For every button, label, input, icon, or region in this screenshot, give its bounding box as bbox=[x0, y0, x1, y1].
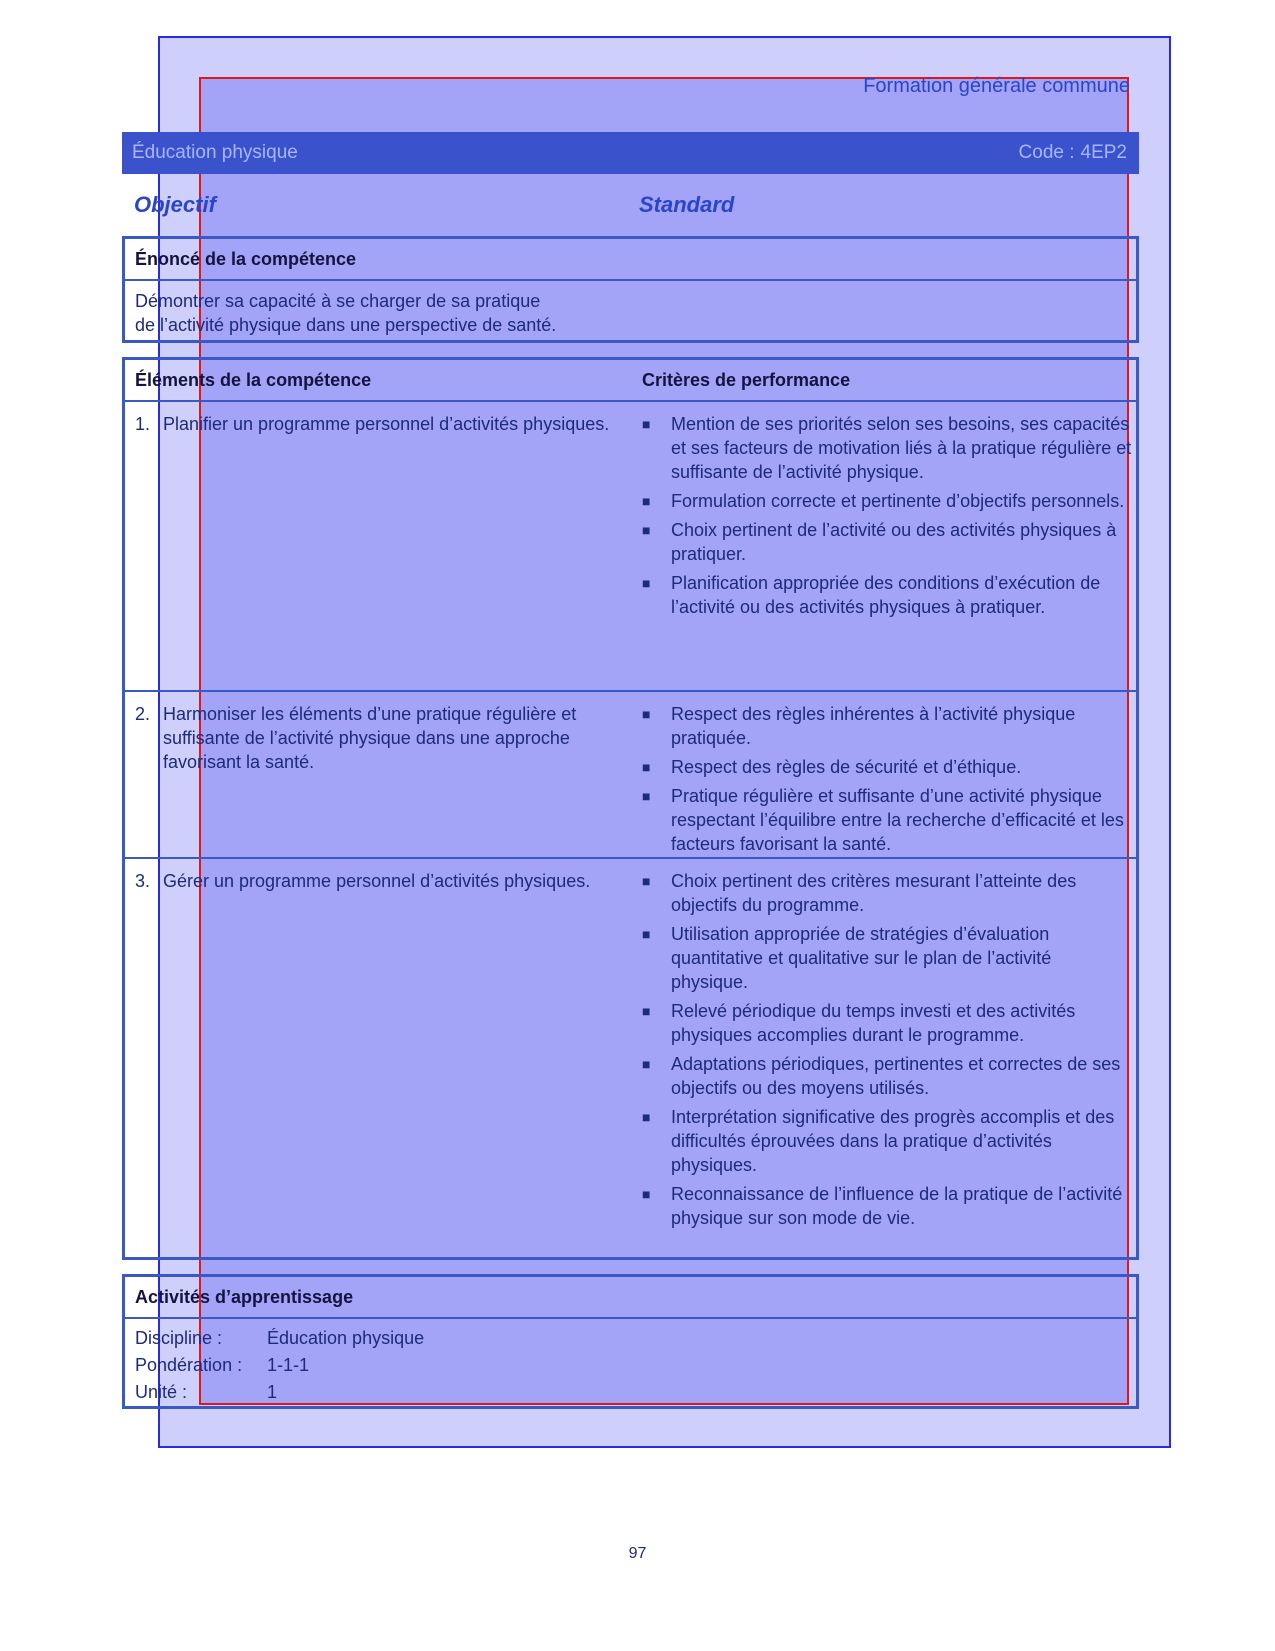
element-row-3 bbox=[125, 859, 1136, 1254]
criterion-text: Pratique régulière et suffisante d’une activité physique respectant l’équilibre entre la recherche d’efficacité et les facteurs favorisant la santé. bbox=[671, 786, 1124, 854]
competence-line: Démontrer sa capacité à se charger de sa pratique bbox=[135, 291, 541, 311]
ponderation-value: 1-1-1 bbox=[267, 1355, 310, 1375]
elements-heading: Éléments de la compétence bbox=[135, 369, 372, 390]
bullet-icon: ■ bbox=[642, 522, 651, 538]
criterion-text: Utilisation appropriée de stratégies d’évaluation quantitative et qualitative sur le plan de l’activité physique. bbox=[671, 924, 1052, 992]
bullet-icon: ■ bbox=[642, 926, 651, 942]
standard-label: Standard bbox=[639, 192, 735, 217]
course-subject: Éducation physique bbox=[132, 142, 298, 163]
criteria-heading: Critères de performance bbox=[642, 369, 851, 390]
element-description: Gérer un programme personnel d’activités physiques. bbox=[163, 871, 591, 891]
bullet-icon: ■ bbox=[642, 1003, 651, 1019]
criterion-text: Adaptations périodiques, pertinentes et correctes de ses objectifs ou des moyens utilisés. bbox=[671, 1054, 1121, 1098]
criteria-list bbox=[642, 869, 1132, 1235]
element-number: 1. bbox=[135, 414, 151, 434]
criterion-text: Respect des règles de sécurité et d’éthique. bbox=[671, 757, 1022, 777]
code-value: 4EP2 bbox=[1080, 142, 1127, 163]
objectif-label: Objectif bbox=[134, 192, 216, 217]
criterion-text: Formulation correcte et pertinente d’objectifs personnels. bbox=[671, 491, 1125, 511]
activities-heading: Activités d’apprentissage bbox=[125, 1277, 1136, 1319]
criterion-item bbox=[642, 702, 1132, 750]
element-description: Harmoniser les éléments d’une pratique régulière et suffisante de l’activité physique dans une approche favorisant la santé. bbox=[163, 704, 577, 772]
criterion-item bbox=[642, 784, 1132, 856]
criterion-text: Interprétation significative des progrès accomplis et des difficultés éprouvées dans la pratique d’activités physiques. bbox=[671, 1107, 1115, 1175]
unite-line bbox=[125, 1379, 1136, 1406]
criterion-text: Relevé périodique du temps investi et des activités physiques accomplies durant le programme. bbox=[671, 1001, 1076, 1045]
competence-box bbox=[122, 236, 1139, 343]
criterion-text: Choix pertinent de l’activité ou des activités physiques à pratiquer. bbox=[671, 520, 1117, 564]
element-text bbox=[135, 869, 625, 893]
element-row-1 bbox=[125, 402, 1136, 692]
criterion-text: Reconnaissance de l’influence de la pratique de l’activité physique sur son mode de vie. bbox=[671, 1184, 1123, 1228]
element-description: Planifier un programme personnel d’activités physiques. bbox=[163, 414, 610, 434]
criterion-text: Choix pertinent des critères mesurant l’atteinte des objectifs du programme. bbox=[671, 871, 1077, 915]
course-title-bar bbox=[122, 132, 1139, 174]
discipline-label: Discipline : bbox=[135, 1328, 223, 1348]
criterion-text: Respect des règles inhérentes à l’activité physique pratiquée. bbox=[671, 704, 1076, 748]
elements-heading-row bbox=[125, 360, 1136, 402]
criterion-item bbox=[642, 1182, 1132, 1230]
bullet-icon: ■ bbox=[642, 493, 651, 509]
criterion-item bbox=[642, 571, 1132, 619]
criterion-item bbox=[642, 999, 1132, 1047]
criterion-text: Mention de ses priorités selon ses besoins, ses capacités et ses facteurs de motivation liés à la pratique régulière et suffisante de l’activité physique. bbox=[671, 414, 1132, 482]
criterion-item bbox=[642, 518, 1132, 566]
element-row-2 bbox=[125, 692, 1136, 859]
bullet-icon: ■ bbox=[642, 1056, 651, 1072]
bullet-icon: ■ bbox=[642, 788, 651, 804]
element-text bbox=[135, 702, 625, 774]
bullet-icon: ■ bbox=[642, 1109, 651, 1125]
competence-statement bbox=[125, 281, 1136, 345]
element-text bbox=[135, 412, 625, 436]
bullet-icon: ■ bbox=[642, 575, 651, 591]
ponderation-label: Pondération : bbox=[135, 1355, 243, 1375]
element-number: 2. bbox=[135, 704, 151, 724]
criterion-item bbox=[642, 869, 1132, 917]
page-number: 97 bbox=[628, 1545, 647, 1562]
code-label: Code : bbox=[1018, 142, 1075, 163]
criterion-item bbox=[642, 922, 1132, 994]
course-code bbox=[1019, 142, 1127, 164]
criterion-item bbox=[642, 412, 1132, 484]
activities-box bbox=[122, 1274, 1139, 1409]
program-header: Formation générale commune bbox=[863, 75, 1130, 97]
bullet-icon: ■ bbox=[642, 706, 651, 722]
unite-value: 1 bbox=[267, 1382, 278, 1402]
discipline-value: Éducation physique bbox=[267, 1328, 425, 1348]
criterion-item bbox=[642, 1052, 1132, 1100]
bullet-icon: ■ bbox=[642, 1186, 651, 1202]
discipline-line bbox=[125, 1325, 1136, 1352]
bullet-icon: ■ bbox=[642, 416, 651, 432]
element-number: 3. bbox=[135, 871, 151, 891]
competence-line: de l’activité physique dans une perspective de santé. bbox=[135, 315, 557, 335]
bullet-icon: ■ bbox=[642, 759, 651, 775]
unite-label: Unité : bbox=[135, 1382, 188, 1402]
criterion-text: Planification appropriée des conditions d’exécution de l’activité ou des activités physiques à pratiquer. bbox=[671, 573, 1101, 617]
criteria-list bbox=[642, 702, 1132, 861]
criterion-item bbox=[642, 489, 1132, 513]
elements-box bbox=[122, 357, 1139, 1260]
activities-details bbox=[125, 1319, 1136, 1406]
criterion-item bbox=[642, 755, 1132, 779]
competence-heading: Énoncé de la compétence bbox=[125, 239, 1136, 281]
bullet-icon: ■ bbox=[642, 873, 651, 889]
criteria-list bbox=[642, 412, 1132, 624]
ponderation-line bbox=[125, 1352, 1136, 1379]
criterion-item bbox=[642, 1105, 1132, 1177]
